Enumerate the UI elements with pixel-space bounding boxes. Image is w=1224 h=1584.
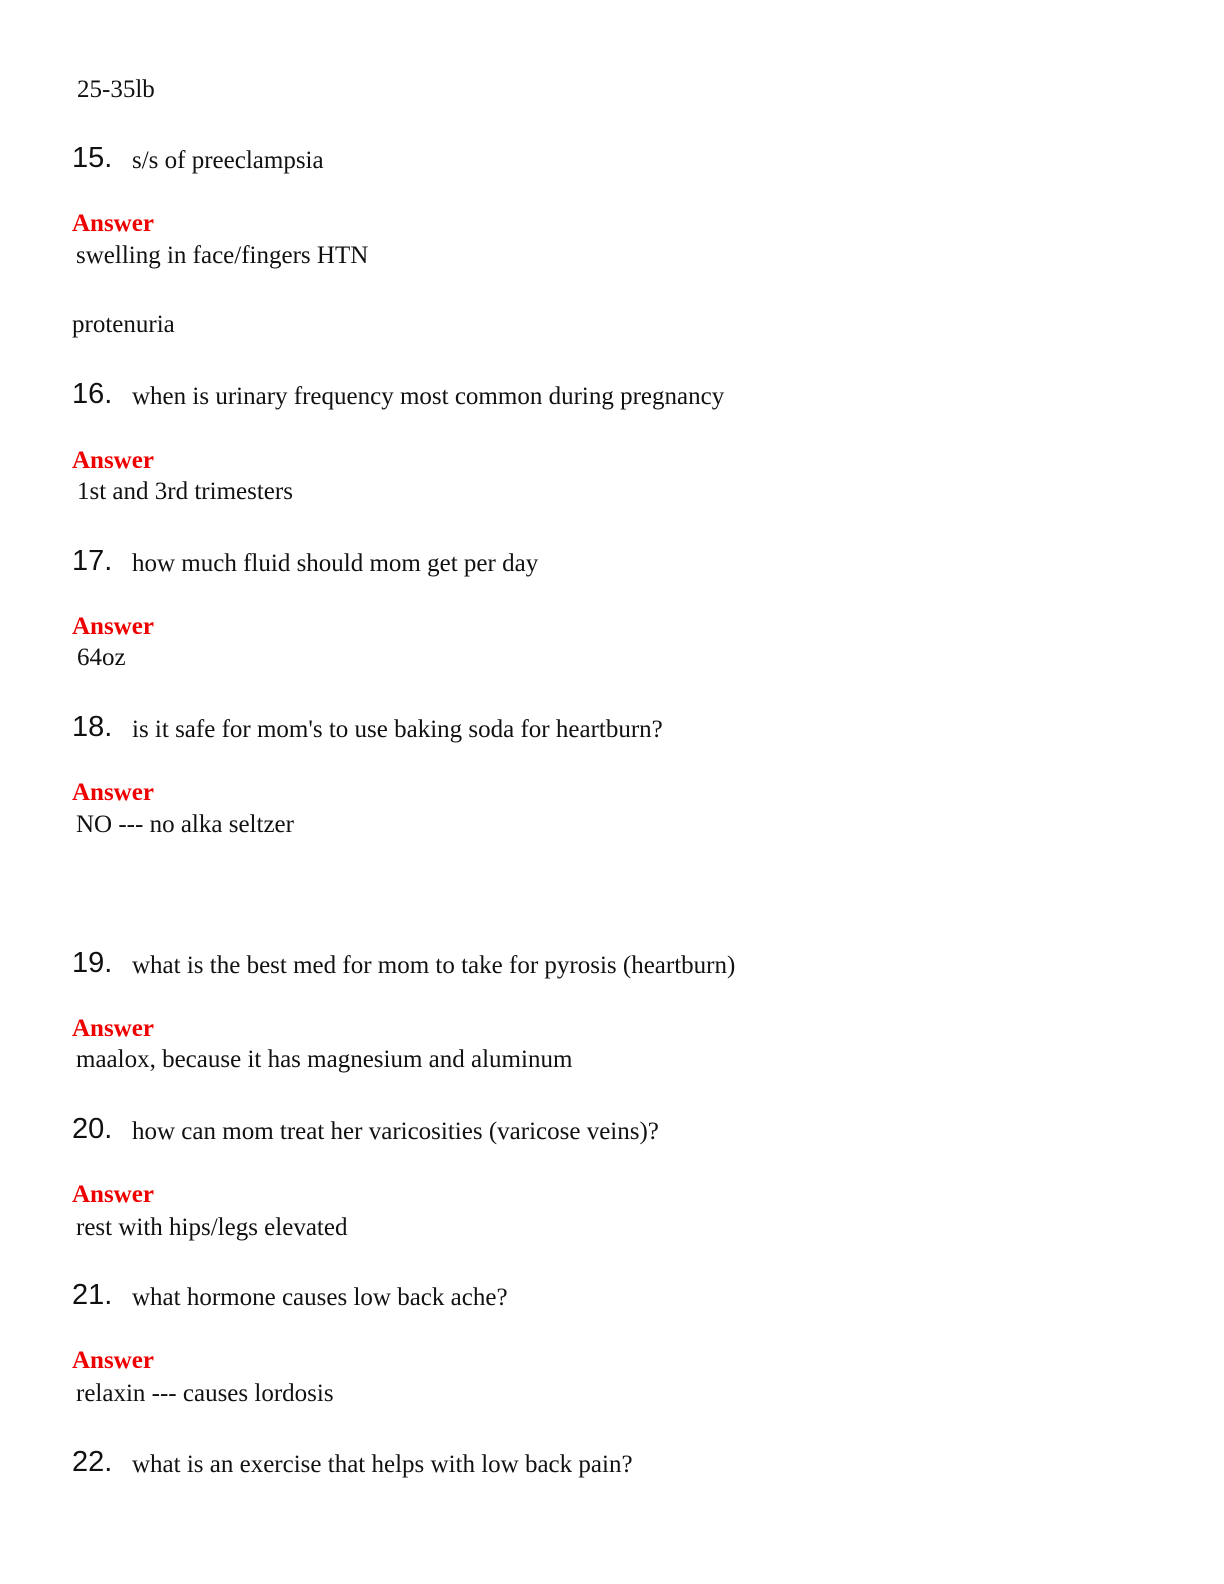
answer-label: Answer	[72, 1181, 154, 1208]
question-text: what hormone causes low back ache?	[132, 1284, 508, 1311]
answer-label: Answer	[72, 779, 154, 806]
question-text: when is urinary frequency most common during pregnancy	[132, 383, 725, 410]
question-number: 21.	[72, 1279, 113, 1311]
answer-text: relaxin --- causes lordosis	[76, 1380, 334, 1407]
question-text: what is an exercise that helps with low back pain?	[132, 1451, 633, 1478]
answer-label: Answer	[72, 613, 154, 640]
answer-label: Answer	[72, 447, 154, 474]
answer-text: swelling in face/fingers HTN	[76, 242, 369, 269]
previous-answer-text: 25-35lb	[77, 76, 155, 103]
question-text: what is the best med for mom to take for pyrosis (heartburn)	[132, 952, 736, 979]
question-text: how much fluid should mom get per day	[132, 550, 539, 577]
question-number: 19.	[72, 947, 113, 979]
question-number: 17.	[72, 545, 113, 577]
question-text: s/s of preeclampsia	[132, 147, 324, 174]
question-number: 18.	[72, 711, 113, 743]
answer-text: rest with hips/legs elevated	[76, 1214, 348, 1241]
question-text: how can mom treat her varicosities (varicose veins)?	[132, 1118, 659, 1145]
question-number: 15.	[72, 142, 113, 174]
answer-label: Answer	[72, 1347, 154, 1374]
answer-text: 1st and 3rd trimesters	[77, 478, 293, 505]
answer-text: maalox, because it has magnesium and aluminum	[76, 1046, 573, 1073]
question-number: 22.	[72, 1446, 113, 1478]
answer-label: Answer	[72, 1015, 154, 1042]
answer-text: 64oz	[77, 644, 126, 671]
question-number: 16.	[72, 378, 113, 410]
answer-text: protenuria	[72, 311, 175, 338]
question-number: 20.	[72, 1113, 113, 1145]
question-text: is it safe for mom's to use baking soda for heartburn?	[132, 716, 663, 743]
answer-text: NO --- no alka seltzer	[76, 811, 294, 838]
answer-label: Answer	[72, 210, 154, 237]
